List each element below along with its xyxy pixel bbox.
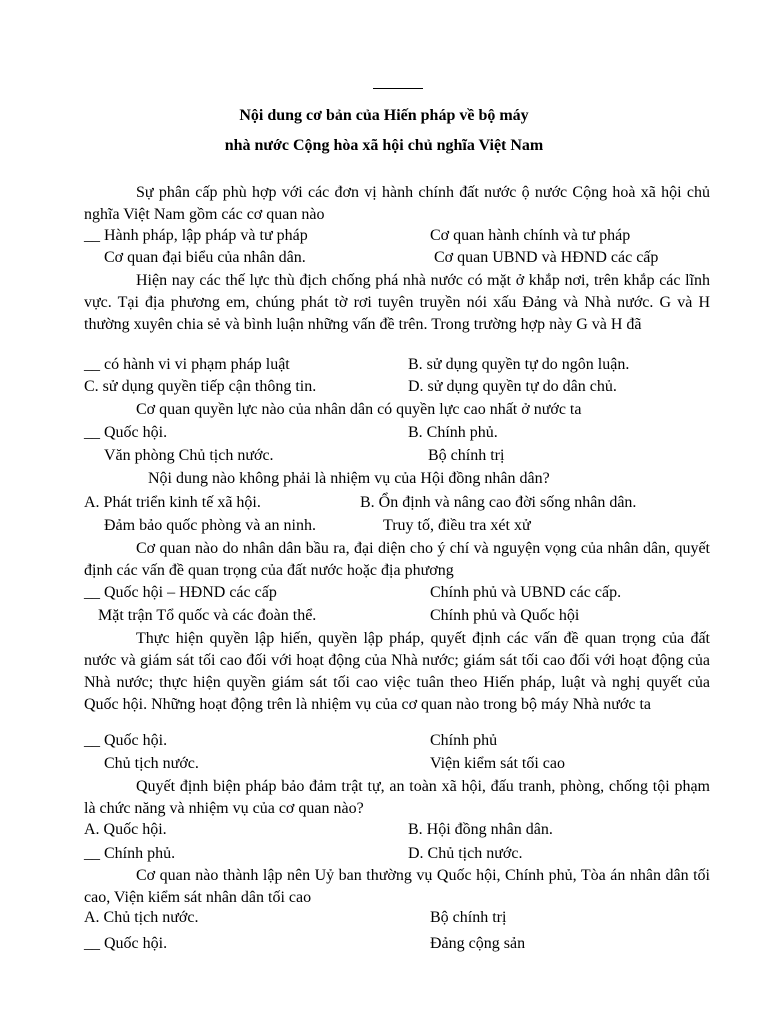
question-1-stem: Sự phân cấp phù hợp với các đơn vị hành chính đất nước ộ nước Cộng hoà xã hội chủ nghĩa Việt Nam gồm các cơ quan nào	[84, 184, 710, 223]
question-4-option-c: Đảm bảo quốc phòng và an ninh.	[104, 517, 316, 534]
question-6-option-d: Viện kiểm sát tối cao	[430, 755, 565, 772]
question-7-option-a: A. Quốc hội.	[84, 821, 167, 838]
question-2-option-b: B. sử dụng quyền tự do ngôn luận.	[408, 356, 630, 373]
question-6-option-a: __ Quốc hội.	[84, 732, 168, 749]
title-line-2: nhà nước Cộng hòa xã hội chủ nghĩa Việt Nam	[224, 137, 544, 154]
question-7-option-b: B. Hội đồng nhân dân.	[408, 821, 553, 838]
question-6-option-b: Chính phủ	[430, 732, 498, 749]
question-4-option-b: B. Ổn định và nâng cao đời sống nhân dân.	[360, 494, 637, 511]
question-1-option-d: Cơ quan UBND và HĐND các cấp	[434, 249, 659, 266]
question-4-option-d: Truy tố, điều tra xét xử	[383, 517, 531, 534]
question-5-option-c: Mặt trận Tổ quốc và các đoàn thể.	[98, 607, 317, 624]
question-2-option-d: D. sử dụng quyền tự do dân chủ.	[408, 378, 617, 395]
question-8-option-b: Bộ chính trị	[430, 909, 507, 926]
question-7-option-c: __ Chính phủ.	[84, 845, 176, 862]
question-3-option-d: Bộ chính trị	[428, 447, 505, 464]
question-1-option-c: Cơ quan đại biểu của nhân dân.	[104, 249, 306, 266]
question-5-option-d: Chính phủ và Quốc hội	[430, 607, 580, 624]
question-3-stem: Cơ quan quyền lực nào của nhân dân có quyền lực cao nhất ở nước ta	[136, 401, 582, 418]
question-4-stem: Nội dung nào không phải là nhiệm vụ của Hội đồng nhân dân?	[148, 470, 550, 487]
question-1-option-a: __ Hành pháp, lập pháp và tư pháp	[84, 227, 308, 244]
question-3-option-a: __ Quốc hội.	[84, 424, 168, 441]
question-8-option-d: Đảng cộng sản	[430, 935, 526, 952]
question-2-stem: Hiện nay các thế lực thù địch chống phá nhà nước có mặt ở khắp nơi, trên khắp các lĩnh vực. Tại địa phương em, chúng phát tờ rơi tuyên truyền nói xấu Đảng và Nhà nước. G và H thường xuyên chia sẻ và bình luận những vấn đề trên. Trong trường hợp này G và H đã	[84, 272, 710, 333]
title-line-1: Nội dung cơ bản của Hiến pháp về bộ máy	[239, 107, 529, 124]
question-4-option-a: A. Phát triển kinh tế xã hội.	[84, 494, 261, 511]
top-rule	[373, 88, 423, 89]
question-3-option-c: Văn phòng Chủ tịch nước.	[104, 447, 274, 464]
question-6-option-c: Chủ tịch nước.	[104, 755, 199, 772]
question-2-option-c: C. sử dụng quyền tiếp cận thông tin.	[84, 378, 317, 395]
question-6-stem: Thực hiện quyền lập hiến, quyền lập pháp, quyết định các vấn đề quan trọng của đất nước và giám sát tối cao đối với hoạt động của Nhà nước; giám sát tối cao đối với hoạt động của Nhà nước; thực hiện quyền giám sát tối cao việc tuân theo Hiến pháp, luật và nghị quyết của Quốc hội. Những hoạt động trên là nhiệm vụ của cơ quan nào trong bộ máy Nhà nước ta	[84, 630, 710, 713]
question-1-option-b: Cơ quan hành chính và tư pháp	[430, 227, 631, 244]
question-5-option-b: Chính phủ và UBND các cấp.	[430, 584, 622, 601]
question-7-option-d: D. Chủ tịch nước.	[408, 845, 523, 862]
question-8-option-a: A. Chủ tịch nước.	[84, 909, 199, 926]
question-7-stem: Quyết định biện pháp bảo đảm trật tự, an toàn xã hội, đấu tranh, phòng, chống tội phạm là chức năng và nhiệm vụ của cơ quan nào?	[84, 778, 710, 817]
question-5-option-a: __ Quốc hội – HĐND các cấp	[84, 584, 277, 601]
question-2-option-a: __ có hành vi vi phạm pháp luật	[84, 356, 290, 373]
question-5-stem: Cơ quan nào do nhân dân bầu ra, đại diện cho ý chí và nguyện vọng của nhân dân, quyết định các vấn đề quan trọng của đất nước hoặc địa phương	[84, 540, 710, 579]
question-8-stem: Cơ quan nào thành lập nên Uỷ ban thường vụ Quốc hội, Chính phủ, Tòa án nhân dân tối cao, Viện kiểm sát nhân dân tối cao	[84, 867, 710, 906]
question-8-option-c: __ Quốc hội.	[84, 935, 168, 952]
question-3-option-b: B. Chính phủ.	[408, 424, 498, 441]
